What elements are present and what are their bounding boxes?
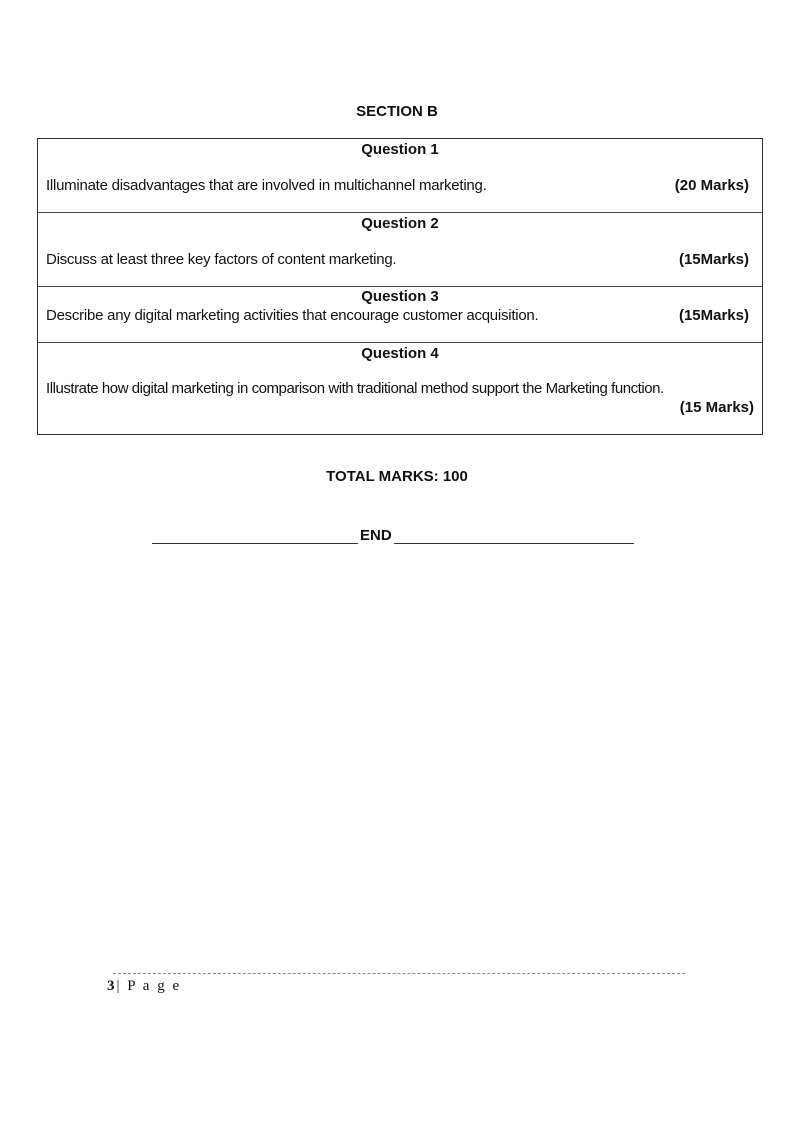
question-row-3: [38, 287, 762, 343]
question-heading: Question 1: [361, 141, 439, 158]
end-label: END: [360, 527, 392, 544]
question-marks: (20 Marks): [674, 177, 749, 194]
page-label: | P a g e: [116, 978, 182, 994]
question-heading: Question 3: [361, 288, 439, 305]
question-row-2: [38, 213, 762, 287]
question-marks: (15Marks): [678, 307, 749, 324]
question-row-1: [38, 139, 762, 213]
page-number: 3: [107, 978, 117, 994]
question-text: Describe any digital marketing activities that encourage customer acquisition.: [46, 307, 539, 324]
question-row-4: [38, 343, 762, 435]
question-text: Discuss at least three key factors of content marketing.: [46, 251, 397, 268]
question-text: Illuminate disadvantages that are involved in multichannel marketing.: [46, 177, 487, 194]
end-rule-right: [394, 543, 634, 544]
end-rule-left: [152, 543, 358, 544]
section-title: SECTION B: [356, 103, 438, 120]
questions-table: [37, 138, 763, 435]
question-text: Illustrate how digital marketing in comparison with traditional method support the Marketing function.: [46, 380, 664, 397]
question-marks: (15Marks): [678, 251, 749, 268]
total-marks: TOTAL MARKS: 100: [326, 468, 468, 485]
page-footer: [107, 978, 181, 995]
question-heading: Question 2: [361, 215, 439, 232]
question-marks: (15 Marks): [679, 399, 754, 416]
question-heading: Question 4: [361, 345, 439, 362]
end-marker: [152, 527, 634, 544]
footer-divider: [113, 973, 685, 974]
